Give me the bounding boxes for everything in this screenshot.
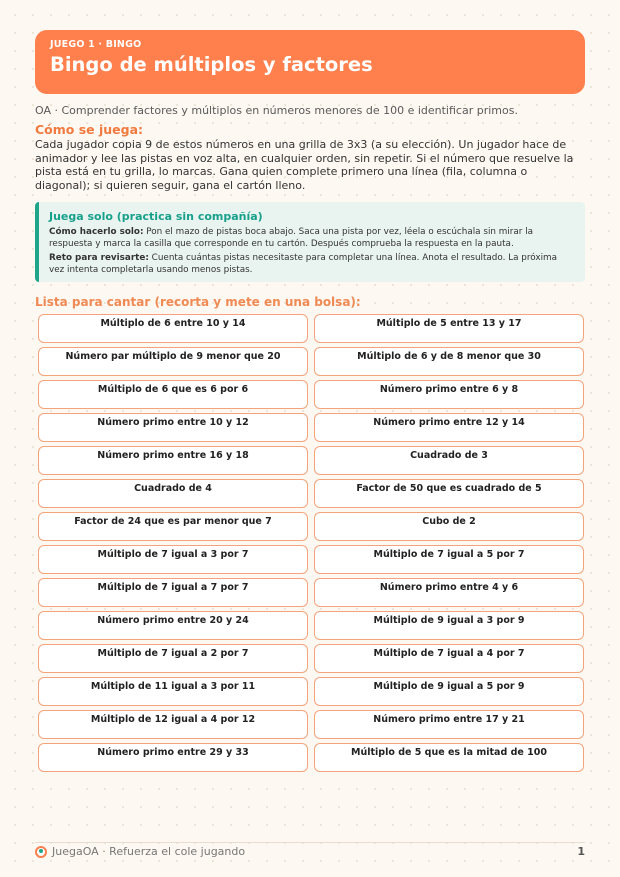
clue-card: Múltiplo de 7 igual a 5 por 7 bbox=[314, 545, 584, 574]
clue-card: Número primo entre 6 y 8 bbox=[314, 380, 584, 409]
clue-card: Múltiplo de 6 entre 10 y 14 bbox=[38, 314, 308, 343]
clue-card: Múltiplo de 7 igual a 7 por 7 bbox=[38, 578, 308, 607]
page-number: 1 bbox=[577, 845, 585, 858]
clue-card: Múltiplo de 11 igual a 3 por 11 bbox=[38, 677, 308, 706]
solo-how-label: Cómo hacerlo solo: bbox=[49, 226, 144, 237]
how-to-text: Cada jugador copia 9 de estos números en una grilla de 3x3 (a su elección). Un jugador hace de animador y lee las pistas en voz alta, en cualquier orden, sin repetir. Si el número que resuelve la pista está en tu grilla, lo marcas. Gana quien complete primero una línea (fila, columna o diagonal); si quieren seguir, gana el cartón lleno. bbox=[35, 138, 574, 193]
clue-card: Múltiplo de 9 igual a 5 por 9 bbox=[314, 677, 584, 706]
page-title: Bingo de múltiplos y factores bbox=[50, 53, 373, 76]
learning-objective: OA · Comprender factores y múltiplos en números menores de 100 e identificar primos. bbox=[35, 104, 518, 117]
clue-card: Múltiplo de 9 igual a 3 por 9 bbox=[314, 611, 584, 640]
clue-card: Número primo entre 17 y 21 bbox=[314, 710, 584, 739]
clue-card: Múltiplo de 7 igual a 2 por 7 bbox=[38, 644, 308, 673]
how-to-title: Cómo se juega: bbox=[35, 122, 144, 137]
clue-card: Número primo entre 16 y 18 bbox=[38, 446, 308, 475]
clue-card: Múltiplo de 5 que es la mitad de 100 bbox=[314, 743, 584, 772]
solo-challenge-text: Cuenta cuántas pistas necesitaste para completar una línea. Anota el resultado. La próxima vez intenta completarla usando menos pistas. bbox=[49, 252, 558, 275]
clue-card: Número par múltiplo de 9 menor que 20 bbox=[38, 347, 308, 376]
clue-card: Factor de 50 que es cuadrado de 5 bbox=[314, 479, 584, 508]
target-logo-icon bbox=[35, 846, 47, 858]
clue-card: Número primo entre 20 y 24 bbox=[38, 611, 308, 640]
clue-card: Cubo de 2 bbox=[314, 512, 584, 541]
clue-card: Número primo entre 12 y 14 bbox=[314, 413, 584, 442]
clue-card-grid bbox=[38, 314, 585, 772]
clue-card: Múltiplo de 12 igual a 4 por 12 bbox=[38, 710, 308, 739]
clue-card: Número primo entre 4 y 6 bbox=[314, 578, 584, 607]
clue-card: Número primo entre 10 y 12 bbox=[38, 413, 308, 442]
clue-card: Múltiplo de 5 entre 13 y 17 bbox=[314, 314, 584, 343]
solo-callout bbox=[35, 202, 585, 282]
clue-card: Cuadrado de 3 bbox=[314, 446, 584, 475]
clue-card: Múltiplo de 7 igual a 3 por 7 bbox=[38, 545, 308, 574]
solo-challenge-label: Reto para revisarte: bbox=[49, 252, 149, 263]
solo-challenge-paragraph bbox=[49, 252, 575, 276]
clue-card: Múltiplo de 7 igual a 4 por 7 bbox=[314, 644, 584, 673]
clue-card: Múltiplo de 6 que es 6 por 6 bbox=[38, 380, 308, 409]
worksheet-page bbox=[35, 30, 585, 772]
header-banner bbox=[35, 30, 585, 94]
clue-card: Múltiplo de 6 y de 8 menor que 30 bbox=[314, 347, 584, 376]
clue-card: Factor de 24 que es par menor que 7 bbox=[38, 512, 308, 541]
clue-card: Cuadrado de 4 bbox=[38, 479, 308, 508]
solo-title: Juega solo (practica sin compañía) bbox=[49, 209, 263, 223]
game-kicker: JUEGO 1 · BINGO bbox=[50, 39, 142, 50]
footer bbox=[35, 842, 585, 858]
solo-how-paragraph bbox=[49, 226, 575, 250]
footer-brand: JuegaOA · Refuerza el cole jugando bbox=[52, 845, 246, 858]
clue-card: Número primo entre 29 y 33 bbox=[38, 743, 308, 772]
calling-list-title: Lista para cantar (recorta y mete en una bolsa): bbox=[35, 294, 361, 309]
solo-how-text: Pon el mazo de pistas boca abajo. Saca una pista por vez, léela o escúchala sin mirar la respuesta y marca la casilla que corresponde en tu cartón. Después comprueba la respuesta en la pauta. bbox=[49, 226, 534, 249]
